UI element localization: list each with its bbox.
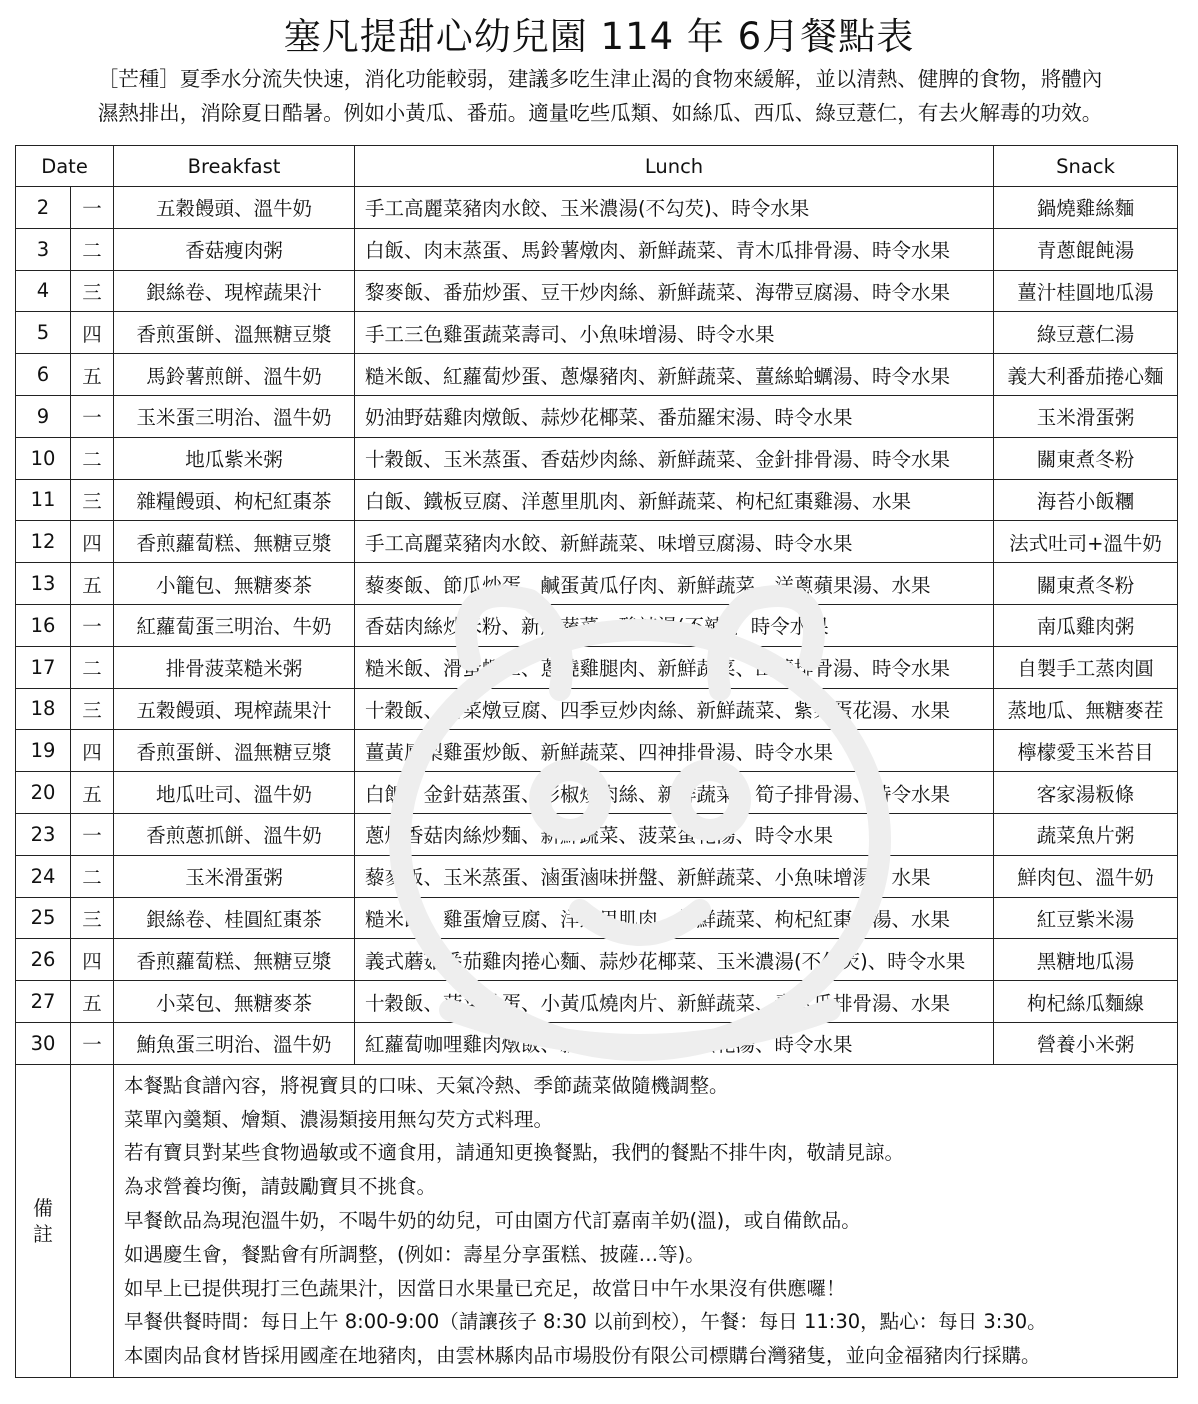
breakfast-cell: 鮪魚蛋三明治、溫牛奶 <box>114 1022 355 1064</box>
weekday-cell: 五 <box>71 563 114 605</box>
breakfast-cell: 地瓜吐司、溫牛奶 <box>114 772 355 814</box>
breakfast-cell: 小籠包、無糖麥茶 <box>114 563 355 605</box>
weekday-cell: 四 <box>71 730 114 772</box>
weekday-cell: 五 <box>71 981 114 1023</box>
date-cell: 2 <box>16 187 71 229</box>
lunch-cell: 手工高麗菜豬肉水餃、玉米濃湯(不勾芡)、時令水果 <box>355 187 994 229</box>
breakfast-cell: 雜糧饅頭、枸杞紅棗茶 <box>114 479 355 521</box>
date-cell: 10 <box>16 437 71 479</box>
date-cell: 4 <box>16 270 71 312</box>
snack-cell: 鍋燒雞絲麵 <box>994 187 1178 229</box>
note-line: 如遇慶生會，餐點會有所調整，(例如：壽星分享蛋糕、披薩…等)。 <box>124 1242 705 1266</box>
date-cell: 27 <box>16 981 71 1023</box>
weekday-cell: 二 <box>71 646 114 688</box>
weekday-cell: 一 <box>71 187 114 229</box>
breakfast-cell: 香煎蔥抓餅、溫牛奶 <box>114 813 355 855</box>
weekday-cell: 一 <box>71 395 114 437</box>
meal-table-body <box>16 187 1178 1065</box>
date-cell: 30 <box>16 1022 71 1064</box>
snack-cell: 南瓜雞肉粥 <box>994 604 1178 646</box>
weekday-cell: 五 <box>71 354 114 396</box>
snack-cell: 關東煮冬粉 <box>994 563 1178 605</box>
intro-line-2: 濕熱排出，消除夏日酷暑。例如小黃瓜、番茄。適量吃些瓜類、如絲瓜、西瓜、綠豆薏仁，有去火解毒的功效。 <box>97 101 1103 125</box>
snack-cell: 自製手工蒸肉圓 <box>994 646 1178 688</box>
snack-cell: 檸檬愛玉米苔目 <box>994 730 1178 772</box>
note-line: 早餐飲品為現泡溫牛奶，不喝牛奶的幼兒，可由園方代訂嘉南羊奶(溫)，或自備飲品。 <box>124 1208 861 1232</box>
date-cell: 12 <box>16 521 71 563</box>
breakfast-cell: 玉米滑蛋粥 <box>114 855 355 897</box>
table-row <box>16 563 1178 605</box>
intro-paragraph <box>40 62 1160 130</box>
weekday-cell: 一 <box>71 604 114 646</box>
table-row <box>16 981 1178 1023</box>
notes-label <box>16 1064 71 1377</box>
date-cell: 16 <box>16 604 71 646</box>
lunch-cell: 白飯、鐵板豆腐、洋蔥里肌肉、新鮮蔬菜、枸杞紅棗雞湯、水果 <box>355 479 994 521</box>
weekday-cell: 五 <box>71 772 114 814</box>
breakfast-cell: 香煎蘿蔔糕、無糖豆漿 <box>114 521 355 563</box>
lunch-cell: 蔥爆香菇肉絲炒麵、新鮮蔬菜、菠菜蛋花湯、時令水果 <box>355 813 994 855</box>
date-cell: 20 <box>16 772 71 814</box>
snack-cell: 法式吐司+溫牛奶 <box>994 521 1178 563</box>
breakfast-cell: 銀絲卷、桂圓紅棗茶 <box>114 897 355 939</box>
table-row <box>16 354 1178 396</box>
lunch-cell: 白飯、肉末蒸蛋、馬鈴薯燉肉、新鮮蔬菜、青木瓜排骨湯、時令水果 <box>355 228 994 270</box>
table-row <box>16 813 1178 855</box>
meal-table <box>15 145 1178 1378</box>
weekday-cell: 四 <box>71 939 114 981</box>
table-row <box>16 187 1178 229</box>
table-row <box>16 855 1178 897</box>
notes-label-bottom: 註 <box>33 1221 53 1246</box>
date-cell: 17 <box>16 646 71 688</box>
lunch-cell: 手工三色雞蛋蔬菜壽司、小魚味增湯、時令水果 <box>355 312 994 354</box>
breakfast-cell: 五穀饅頭、現榨蔬果汁 <box>114 688 355 730</box>
snack-cell: 客家湯粄條 <box>994 772 1178 814</box>
breakfast-cell: 銀絲卷、現榨蔬果汁 <box>114 270 355 312</box>
date-cell: 5 <box>16 312 71 354</box>
table-row <box>16 939 1178 981</box>
breakfast-cell: 香煎蘿蔔糕、無糖豆漿 <box>114 939 355 981</box>
breakfast-cell: 紅蘿蔔蛋三明治、牛奶 <box>114 604 355 646</box>
lunch-cell: 薑黃鳳梨雞蛋炒飯、新鮮蔬菜、四神排骨湯、時令水果 <box>355 730 994 772</box>
snack-cell: 義大利番茄捲心麵 <box>994 354 1178 396</box>
weekday-cell: 三 <box>71 688 114 730</box>
note-line: 早餐供餐時間：每日上午 8:00-9:00（請讓孩子 8:30 以前到校），午餐：每日 11:30，點心：每日 3:30。 <box>124 1310 1047 1334</box>
lunch-cell: 紅蘿蔔咖哩雞肉燉飯、新鮮蔬菜、菠菜蛋花湯、時令水果 <box>355 1022 994 1064</box>
date-cell: 19 <box>16 730 71 772</box>
date-cell: 23 <box>16 813 71 855</box>
snack-cell: 海苔小飯糰 <box>994 479 1178 521</box>
lunch-cell: 藜麥飯、節瓜炒蛋、鹹蛋黃瓜仔肉、新鮮蔬菜、洋蔥蘋果湯、水果 <box>355 563 994 605</box>
header-lunch: Lunch <box>355 146 994 187</box>
snack-cell: 蔬菜魚片粥 <box>994 813 1178 855</box>
table-row <box>16 688 1178 730</box>
date-cell: 3 <box>16 228 71 270</box>
weekday-cell: 二 <box>71 228 114 270</box>
table-row <box>16 646 1178 688</box>
header-breakfast: Breakfast <box>114 146 355 187</box>
breakfast-cell: 排骨菠菜糙米粥 <box>114 646 355 688</box>
snack-cell: 營養小米粥 <box>994 1022 1178 1064</box>
notes-spacer <box>71 1064 114 1377</box>
date-cell: 11 <box>16 479 71 521</box>
snack-cell: 薑汁桂圓地瓜湯 <box>994 270 1178 312</box>
lunch-cell: 糙米飯、紅蘿蔔炒蛋、蔥爆豬肉、新鮮蔬菜、薑絲蛤蠣湯、時令水果 <box>355 354 994 396</box>
table-row <box>16 772 1178 814</box>
date-cell: 24 <box>16 855 71 897</box>
header-date: Date <box>16 146 114 187</box>
notes-list <box>114 1064 1178 1377</box>
table-row <box>16 270 1178 312</box>
note-line: 本餐點食譜內容，將視寶貝的口味、天氣冷熱、季節蔬菜做隨機調整。 <box>124 1073 729 1097</box>
lunch-cell: 白飯、金針菇蒸蛋、彩椒炒肉絲、新鮮蔬菜、筍子排骨湯、時令水果 <box>355 772 994 814</box>
snack-cell: 鮮肉包、溫牛奶 <box>994 855 1178 897</box>
weekday-cell: 三 <box>71 479 114 521</box>
table-row <box>16 897 1178 939</box>
weekday-cell: 四 <box>71 312 114 354</box>
note-line: 為求營養均衡，請鼓勵寶貝不挑食。 <box>124 1175 437 1199</box>
snack-cell: 關東煮冬粉 <box>994 437 1178 479</box>
lunch-cell: 手工高麗菜豬肉水餃、新鮮蔬菜、味增豆腐湯、時令水果 <box>355 521 994 563</box>
date-cell: 9 <box>16 395 71 437</box>
lunch-cell: 奶油野菇雞肉燉飯、蒜炒花椰菜、番茄羅宋湯、時令水果 <box>355 395 994 437</box>
lunch-cell: 糙米飯、滑蛋蝦仁、蔥燒雞腿肉、新鮮蔬菜、山藥排骨湯、時令水果 <box>355 646 994 688</box>
breakfast-cell: 玉米蛋三明治、溫牛奶 <box>114 395 355 437</box>
snack-cell: 紅豆紫米湯 <box>994 897 1178 939</box>
lunch-cell: 十穀飯、白菜燉豆腐、四季豆炒肉絲、新鮮蔬菜、紫菜蛋花湯、水果 <box>355 688 994 730</box>
lunch-cell: 糙米飯、雞蛋燴豆腐、洋蔥里肌肉、新鮮蔬菜、枸杞紅棗雞湯、水果 <box>355 897 994 939</box>
table-header-row <box>16 146 1178 187</box>
header-snack: Snack <box>994 146 1178 187</box>
lunch-cell: 十穀飯、菠菜炒蛋、小黃瓜燒肉片、新鮮蔬菜、青木瓜排骨湯、水果 <box>355 981 994 1023</box>
weekday-cell: 一 <box>71 813 114 855</box>
weekday-cell: 四 <box>71 521 114 563</box>
lunch-cell: 藜麥飯、玉米蒸蛋、滷蛋滷味拼盤、新鮮蔬菜、小魚味增湯、水果 <box>355 855 994 897</box>
note-line: 本園肉品食材皆採用國產在地豬肉，由雲林縣肉品市場股份有限公司標購台灣豬隻，並向金福豬肉行採購。 <box>124 1344 1041 1368</box>
snack-cell: 黑糖地瓜湯 <box>994 939 1178 981</box>
table-row <box>16 479 1178 521</box>
breakfast-cell: 小菜包、無糖麥茶 <box>114 981 355 1023</box>
weekday-cell: 二 <box>71 855 114 897</box>
table-row <box>16 521 1178 563</box>
snack-cell: 綠豆薏仁湯 <box>994 312 1178 354</box>
notes-row <box>16 1064 1178 1377</box>
breakfast-cell: 地瓜紫米粥 <box>114 437 355 479</box>
notes-label-top: 備 <box>33 1195 53 1220</box>
weekday-cell: 二 <box>71 437 114 479</box>
breakfast-cell: 馬鈴薯煎餅、溫牛奶 <box>114 354 355 396</box>
weekday-cell: 一 <box>71 1022 114 1064</box>
table-row <box>16 395 1178 437</box>
note-line: 若有寶貝對某些食物過敏或不適食用，請通知更換餐點，我們的餐點不排牛肉，敬請見諒。 <box>124 1141 905 1165</box>
note-line: 如早上已提供現打三色蔬果汁，因當日水果量已充足，故當日中午水果沒有供應囉！ <box>124 1276 846 1300</box>
lunch-cell: 香菇肉絲炒米粉、新鮮蔬菜、酸辣湯(不辣)、時令水果 <box>355 604 994 646</box>
table-row <box>16 730 1178 772</box>
breakfast-cell: 香菇瘦肉粥 <box>114 228 355 270</box>
lunch-cell: 十穀飯、玉米蒸蛋、香菇炒肉絲、新鮮蔬菜、金針排骨湯、時令水果 <box>355 437 994 479</box>
snack-cell: 玉米滑蛋粥 <box>994 395 1178 437</box>
intro-line-1: ［芒種］夏季水分流失快速，消化功能較弱，建議多吃生津止渴的食物來緩解，並以清熱、健脾的食物，將體內 <box>97 67 1103 91</box>
table-row <box>16 1022 1178 1064</box>
weekday-cell: 三 <box>71 270 114 312</box>
breakfast-cell: 香煎蛋餅、溫無糖豆漿 <box>114 312 355 354</box>
lunch-cell: 黎麥飯、番茄炒蛋、豆干炒肉絲、新鮮蔬菜、海帶豆腐湯、時令水果 <box>355 270 994 312</box>
table-row <box>16 312 1178 354</box>
table-row <box>16 604 1178 646</box>
breakfast-cell: 五穀饅頭、溫牛奶 <box>114 187 355 229</box>
date-cell: 18 <box>16 688 71 730</box>
date-cell: 13 <box>16 563 71 605</box>
snack-cell: 蒸地瓜、無糖麥茬 <box>994 688 1178 730</box>
snack-cell: 枸杞絲瓜麵線 <box>994 981 1178 1023</box>
page-title: 塞凡提甜心幼兒園 114 年 6月餐點表 <box>283 15 915 58</box>
date-cell: 6 <box>16 354 71 396</box>
table-row <box>16 228 1178 270</box>
date-cell: 26 <box>16 939 71 981</box>
lunch-cell: 義式蘑菇番茄雞肉捲心麵、蒜炒花椰菜、玉米濃湯(不勾芡)、時令水果 <box>355 939 994 981</box>
breakfast-cell: 香煎蛋餅、溫無糖豆漿 <box>114 730 355 772</box>
date-cell: 25 <box>16 897 71 939</box>
weekday-cell: 三 <box>71 897 114 939</box>
snack-cell: 青蔥餛飩湯 <box>994 228 1178 270</box>
note-line: 菜單內羹類、燴類、濃湯類接用無勾芡方式料理。 <box>124 1107 554 1131</box>
table-row <box>16 437 1178 479</box>
